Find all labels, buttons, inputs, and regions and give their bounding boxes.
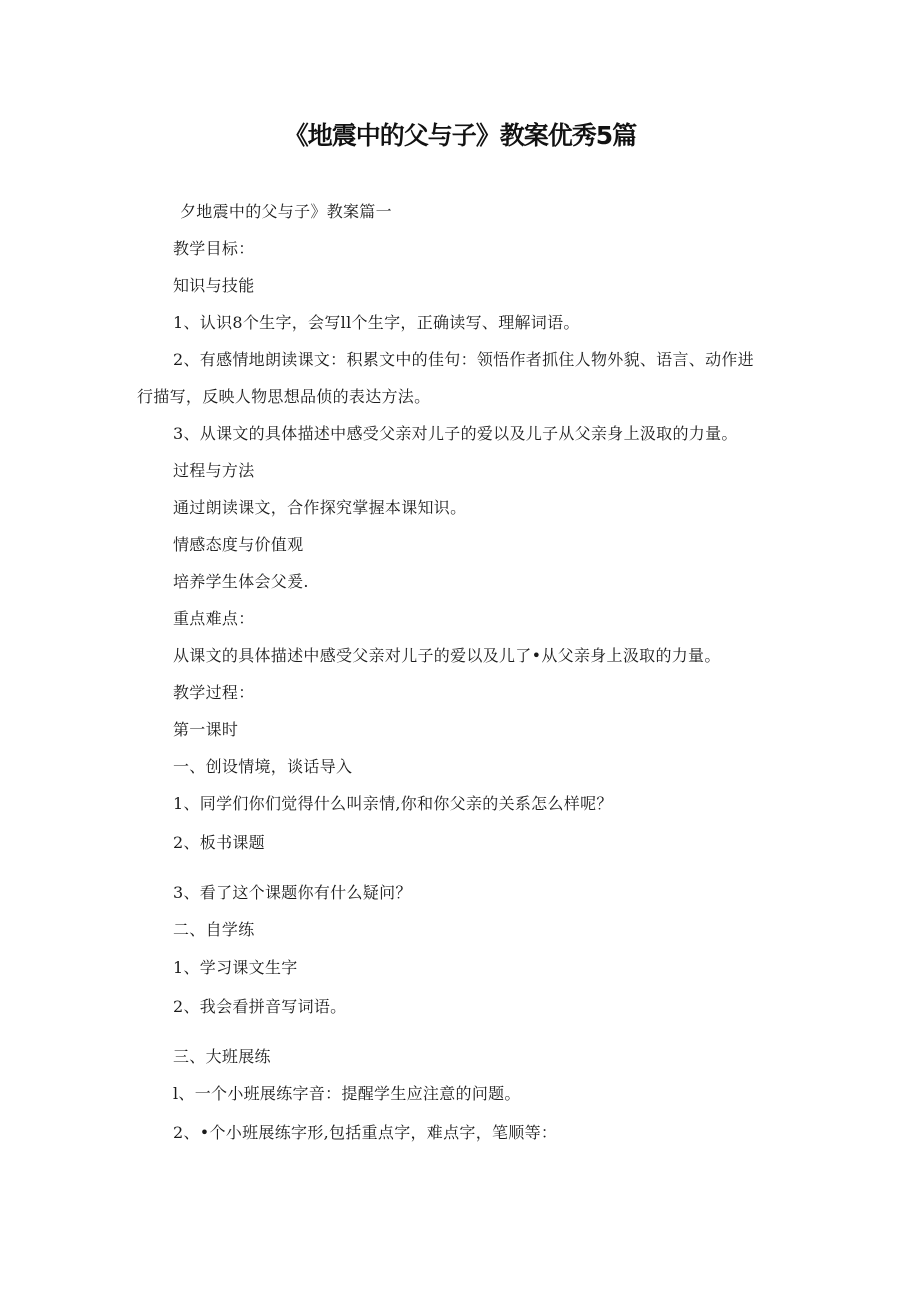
paragraph: 培养学生体会父爰. <box>173 572 309 591</box>
paragraph: 3、看了这个课题你有什么疑问？ <box>173 883 412 902</box>
paragraph: 2、有感情地朗读课文：积累文中的佳句：领悟作者抓住人物外貌、语言、动作进 <box>173 350 754 369</box>
paragraph: 2、•个小班展练字形,包括重点字，难点字，笔顺等： <box>173 1123 558 1142</box>
section-heading: 夕地震中的父与子》教案篇一 <box>180 202 392 221</box>
paragraph: 过程与方法 <box>173 461 255 480</box>
paragraph-continuation: 行描写，反映人物思想品侦的表达方法。 <box>137 387 431 406</box>
paragraph: 重点难点： <box>173 609 255 628</box>
paragraph: l、一个小班展练字音：提醒学生应注意的问题。 <box>173 1084 521 1103</box>
document-title: 《地震中的父与子》教案优秀5篇 <box>283 121 637 150</box>
paragraph: 1、同学们你们觉得什么叫亲情,你和你父亲的关系怎么样呢？ <box>173 794 613 813</box>
paragraph: 一、创设情境，谈话导入 <box>173 757 353 776</box>
paragraph: 教学过程： <box>173 683 255 702</box>
paragraph: 3、从课文的具体描述中感受父亲对儿子的爱以及儿子从父亲身上汲取的力量。 <box>173 424 738 443</box>
paragraph: 从课文的具体描述中感受父亲对儿子的爱以及儿了•从父亲身上汲取的力量。 <box>173 646 721 665</box>
paragraph: 2、板书课题 <box>173 833 265 852</box>
paragraph: 1、认识8个生字，会写ll个生字，正确读写、理解词语。 <box>173 313 580 332</box>
paragraph: 教学目标： <box>173 239 255 258</box>
paragraph: 第一课时 <box>173 720 239 739</box>
paragraph: 知识与技能 <box>173 276 255 295</box>
paragraph: 三、大班展练 <box>173 1047 271 1066</box>
paragraph: 通过朗读课文，合作探究掌握本课知识。 <box>173 498 467 517</box>
paragraph: 1、学习课文生字 <box>173 958 298 977</box>
paragraph: 2、我会看拼音写词语。 <box>173 997 347 1016</box>
paragraph: 二、自学练 <box>173 920 255 939</box>
paragraph: 情感态度与价值观 <box>173 535 304 554</box>
